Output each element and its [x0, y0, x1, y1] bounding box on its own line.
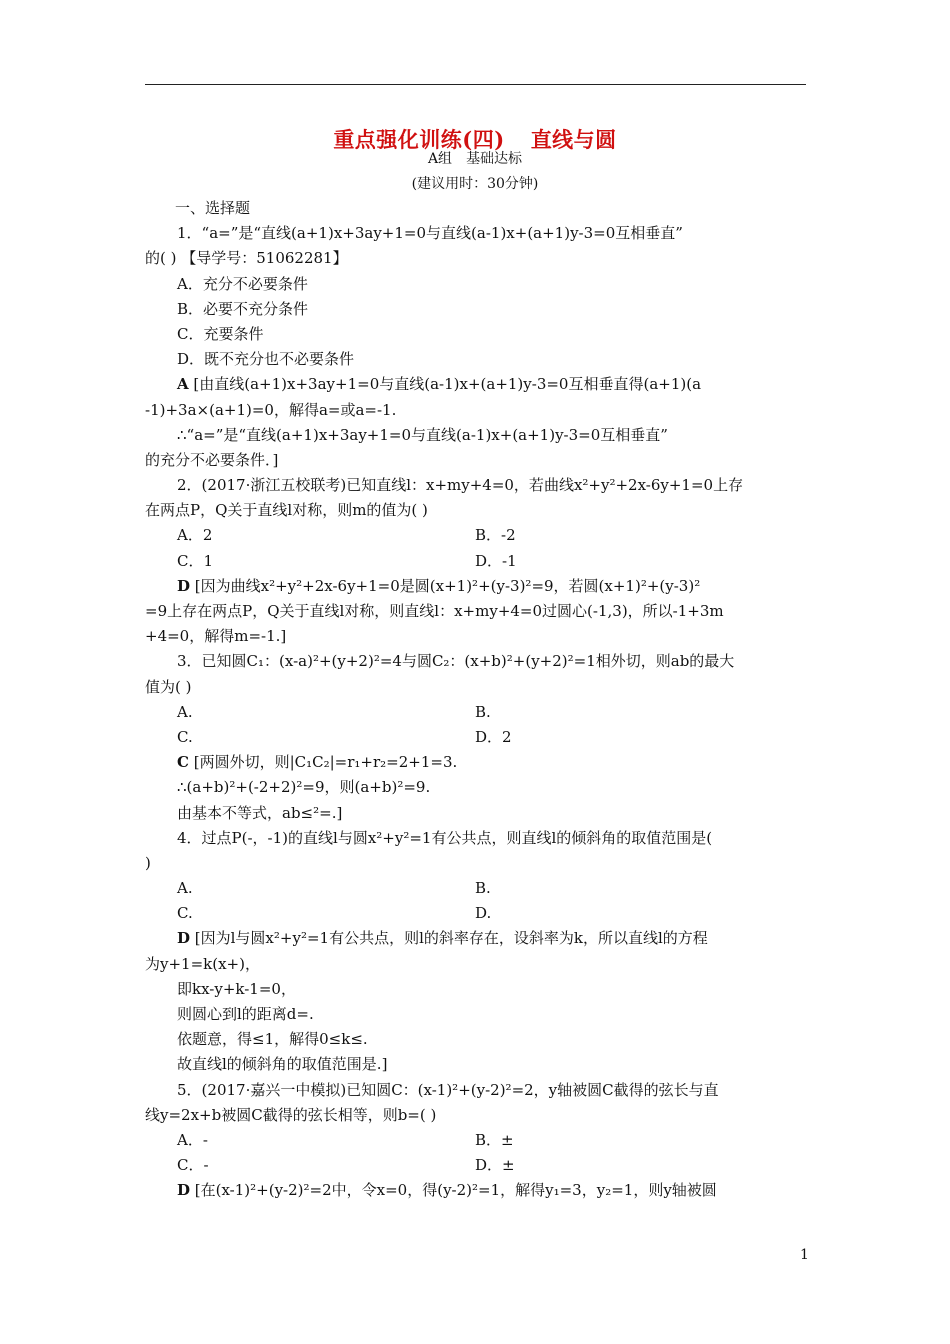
title-right: 直线与圆 — [530, 127, 617, 152]
question-2-option-a: A．2 — [177, 526, 213, 545]
answer-2-letter: D — [177, 576, 191, 595]
question-4-options-ab — [145, 876, 808, 901]
answer-3-line-2: ∴(a+b)²+(-2+2)²=9，则(a+b)²=9. — [177, 778, 431, 797]
answer-3-line-3: 由基本不等式，ab≤²=.] — [177, 803, 343, 822]
answer-4-line-4: 则圆心到l的距离d=. — [177, 1005, 314, 1023]
question-2-options-cd — [145, 549, 808, 574]
group-label: A组 — [427, 151, 453, 167]
question-1-option-d: D．既不充分也不必要条件 — [177, 350, 355, 369]
question-3-options-cd — [145, 725, 808, 750]
answer-4-line-6: 故直线l的倾斜角的取值范围是.] — [177, 1055, 388, 1074]
document-body — [145, 196, 808, 1204]
question-5-line-2: 线y=2x+b被圆C截得的弦长相等，则b=( ) — [145, 1105, 437, 1124]
answer-2-line-1 — [145, 574, 808, 599]
suggested-time: (建议用时：30分钟) — [411, 176, 539, 192]
question-4-option-d: D. — [475, 904, 492, 923]
answer-5-letter: D — [177, 1181, 191, 1200]
answer-4-line-2: 为y+1=k(x+)， — [145, 954, 260, 973]
question-5-options-cd — [145, 1153, 808, 1178]
question-2-option-b: B．-2 — [475, 526, 516, 545]
answer-5-line-1 — [145, 1178, 808, 1203]
question-4-option-b: B. — [475, 879, 491, 898]
question-3-option-c: C. — [177, 727, 193, 746]
answer-2-line-2: =9上存在两点P，Q关于直线l对称，则直线l：x+my+4=0过圆心(-1,3)，所以-1+3m — [145, 602, 724, 620]
answer-2-line-3: +4=0，解得m=-1.] — [145, 627, 287, 646]
answer-4-line-5: 依题意，得≤1，解得0≤k≤. — [177, 1030, 368, 1049]
answer-1-line-4: 的充分不必要条件．] — [145, 450, 279, 469]
question-2-options-ab — [145, 523, 808, 548]
question-1-option-a: A．充分不必要条件 — [177, 274, 308, 293]
answer-2-text: [因为曲线x²+y²+2x-6y+1=0是圆(x+1)²+(y-3)²=9，若圆(x+1)²+(y-3)² — [190, 576, 701, 595]
question-2-line-2: 在两点P，Q关于直线l对称，则m的值为( ) — [145, 501, 428, 520]
title-left: 重点强化训练(四) — [333, 127, 505, 152]
question-3-option-d: D．2 — [475, 727, 512, 746]
question-3-line-1: 3．已知圆C₁：(x-a)²+(y+2)²=4与圆C₂：(x+b)²+(y+2)²=1相外切，则ab的最大 — [177, 652, 735, 671]
question-5-line-1: 5．(2017·嘉兴一中模拟)已知圆C：(x-1)²+(y-2)²=2，y轴被圆C截得的弦长与直 — [177, 1080, 719, 1099]
answer-4-text: [因为l与圆x²+y²=1有公共点，则l的斜率存在，设斜率为k，所以直线l的方程 — [190, 929, 708, 948]
question-4-option-c: C. — [177, 904, 193, 923]
answer-3-text: [两圆外切，则|C₁C₂|=r₁+r₂=2+1=3. — [188, 753, 458, 772]
question-2-option-d: D．-1 — [475, 551, 517, 570]
section-heading: 一、选择题 — [175, 199, 251, 217]
answer-1-text: [由直线(a+1)x+3ay+1=0与直线(a-1)x+(a+1)y-3=0互相垂直得(a+1)(a — [188, 375, 702, 394]
question-5-options-ab — [145, 1128, 808, 1153]
question-5-option-c: C．- — [177, 1156, 209, 1175]
question-4-option-a: A. — [177, 879, 193, 898]
answer-4-letter: D — [177, 929, 191, 948]
question-5-option-b: B．± — [475, 1130, 514, 1149]
answer-1-line-2: -1)+3a×(a+1)=0，解得a=或a=-1. — [145, 400, 397, 419]
answer-4-line-1 — [145, 926, 808, 951]
question-5-option-d: D．± — [475, 1156, 515, 1175]
group-name: 基础达标 — [466, 151, 523, 167]
answer-3-line-1 — [145, 750, 808, 775]
question-4-options-cd — [145, 901, 808, 926]
question-3-option-a: A. — [177, 702, 193, 721]
answer-1-line-1 — [145, 372, 808, 397]
question-1-line-2: 的( ) 【导学号：51062281】 — [145, 249, 348, 268]
group-heading — [0, 148, 950, 168]
question-1-option-c: C．充要条件 — [177, 324, 264, 343]
question-1-line-1: 1．“a=”是“直线(a+1)x+3ay+1=0与直线(a-1)x+(a+1)y-3=0互相垂直” — [177, 224, 683, 243]
question-3-options-ab — [145, 700, 808, 725]
answer-3-letter: C — [177, 753, 189, 772]
question-5-option-a: A．- — [177, 1130, 208, 1149]
page-number: 1 — [800, 1247, 809, 1263]
question-2-line-1: 2．(2017·浙江五校联考)已知直线l：x+my+4=0，若曲线x²+y²+2x-6y+1=0上存 — [177, 476, 744, 495]
answer-5-text: [在(x-1)²+(y-2)²=2中，令x=0，得(y-2)²=1，解得y₁=3，y₂=1，则y轴被圆 — [190, 1181, 717, 1200]
question-3-option-b: B. — [475, 702, 491, 721]
answer-1-letter: A — [177, 375, 189, 394]
answer-4-line-3: 即kx-y+k-1=0， — [177, 979, 296, 998]
question-2-option-c: C．1 — [177, 551, 214, 570]
header-rule — [145, 84, 806, 85]
question-4-line-1: 4．过点P(-，-1)的直线l与圆x²+y²=1有公共点，则直线l的倾斜角的取值范围是( — [177, 828, 713, 847]
question-4-line-2: ) — [145, 853, 151, 872]
answer-1-line-3: ∴“a=”是“直线(a+1)x+3ay+1=0与直线(a-1)x+(a+1)y-3=0互相垂直” — [177, 425, 668, 444]
question-3-line-2: 值为( ) — [145, 677, 192, 696]
question-1-option-b: B．必要不充分条件 — [177, 299, 309, 318]
